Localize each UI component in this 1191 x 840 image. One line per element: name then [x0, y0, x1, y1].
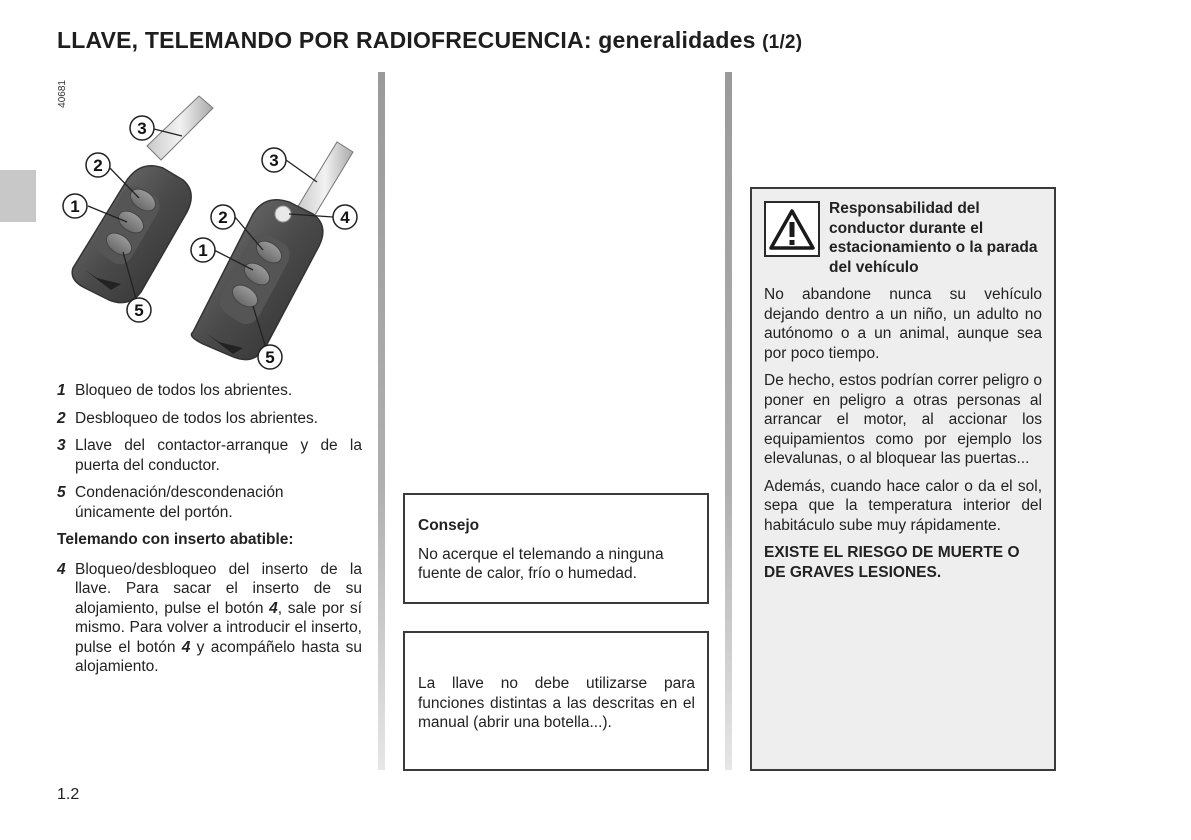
- legend-item-4: [57, 560, 362, 677]
- column-divider-left: [378, 72, 385, 770]
- svg-text:5: 5: [265, 348, 275, 367]
- legend-item: [57, 409, 362, 429]
- legend-text: Bloqueo de todos los abrientes.: [75, 382, 293, 399]
- legend-item: [57, 483, 362, 522]
- warning-emphasis: EXISTE EL RIESGO DE MUERTE O DE GRAVES LESIONES.: [764, 544, 1020, 581]
- tip-heading: Consejo: [418, 517, 480, 534]
- title-pager: (1/2): [762, 32, 803, 53]
- key-note-text: La llave no debe utilizarse para funciones distintas a las descritas en el manual (abrir una botella...).: [418, 675, 695, 731]
- figure-code: 40681: [57, 80, 68, 108]
- tip-box: [403, 493, 709, 604]
- legend-num: 2: [57, 409, 66, 427]
- key-illustration: [57, 74, 362, 374]
- legend-num: 4: [57, 560, 66, 578]
- warning-title: Responsabilidad del conductor durante el estacionamiento o la parada del vehículo: [829, 200, 1038, 276]
- warning-paragraph: Además, cuando hace calor o da el sol, sepa que la temperatura interior del habitáculo sube muy rápidamente.: [764, 477, 1042, 534]
- callout-1b: [191, 238, 215, 262]
- callout-1a: [63, 194, 87, 218]
- column-divider-right: [725, 72, 732, 770]
- callout-4: [333, 205, 357, 229]
- legend-text: Llave del contactor-arranque y de la puerta del conductor.: [75, 437, 362, 474]
- svg-text:3: 3: [137, 119, 147, 138]
- key-figure: [57, 74, 362, 374]
- callout-5b: [258, 345, 282, 369]
- key-note-box: [403, 631, 709, 771]
- legend-subheading: Telemando con inserto abatible:: [57, 531, 294, 548]
- svg-text:2: 2: [218, 208, 228, 227]
- callout-5a: [127, 298, 151, 322]
- legend-item: [57, 381, 362, 401]
- legend-text-4: Bloqueo/desbloqueo del inserto de la llave. Para sacar el inserto de su alojamiento, pulse el botón 4, sale por sí mismo. Para volver a introducir el inserto, pulse el botón 4 y acompáñelo hasta su alojamiento.: [75, 560, 363, 675]
- ref-4: 4: [269, 599, 278, 617]
- ref-4: 4: [181, 638, 191, 656]
- callout-3b: [262, 148, 286, 172]
- legend-num: 3: [57, 437, 66, 454]
- legend-list: [57, 381, 362, 685]
- svg-text:2: 2: [93, 156, 103, 175]
- svg-text:1: 1: [70, 197, 80, 216]
- legend-num: 1: [57, 382, 66, 399]
- page-number: 1.2: [57, 786, 80, 803]
- legend-text: Desbloqueo de todos los abrientes.: [75, 409, 318, 427]
- svg-text:3: 3: [269, 151, 279, 170]
- legend-item: [57, 436, 362, 475]
- legend-num: 5: [57, 484, 66, 501]
- warning-box: [750, 187, 1056, 771]
- callout-2a: [86, 153, 110, 177]
- callout-3a: [130, 116, 154, 140]
- svg-text:1: 1: [198, 241, 208, 260]
- legend-text: Condenación/descondenación únicamente del portón.: [75, 484, 284, 521]
- warning-paragraph: De hecho, estos podrían correr peligro o poner en peligro a otras personas al arrancar el motor, al accionar los equipamientos como por ejemplo los elevalunas, o al bloquear las puertas...: [764, 372, 1042, 467]
- warning-triangle-icon: [764, 201, 820, 257]
- warning-header: [764, 199, 1042, 277]
- warning-paragraph: No abandone nunca su vehículo dejando dentro a un niño, un adulto no autónomo o a un animal, aunque sea por poco tiempo.: [764, 286, 1042, 362]
- callout-2b: [211, 205, 235, 229]
- section-tab: [0, 170, 36, 222]
- tip-text: No acerque el telemando a ninguna fuente de calor, frío o humedad.: [418, 545, 664, 582]
- svg-text:4: 4: [340, 208, 350, 227]
- title-text: LLAVE, TELEMANDO POR RADIOFRECUENCIA: generalidades: [57, 27, 756, 53]
- page-title: [57, 27, 802, 54]
- svg-text:5: 5: [134, 301, 144, 320]
